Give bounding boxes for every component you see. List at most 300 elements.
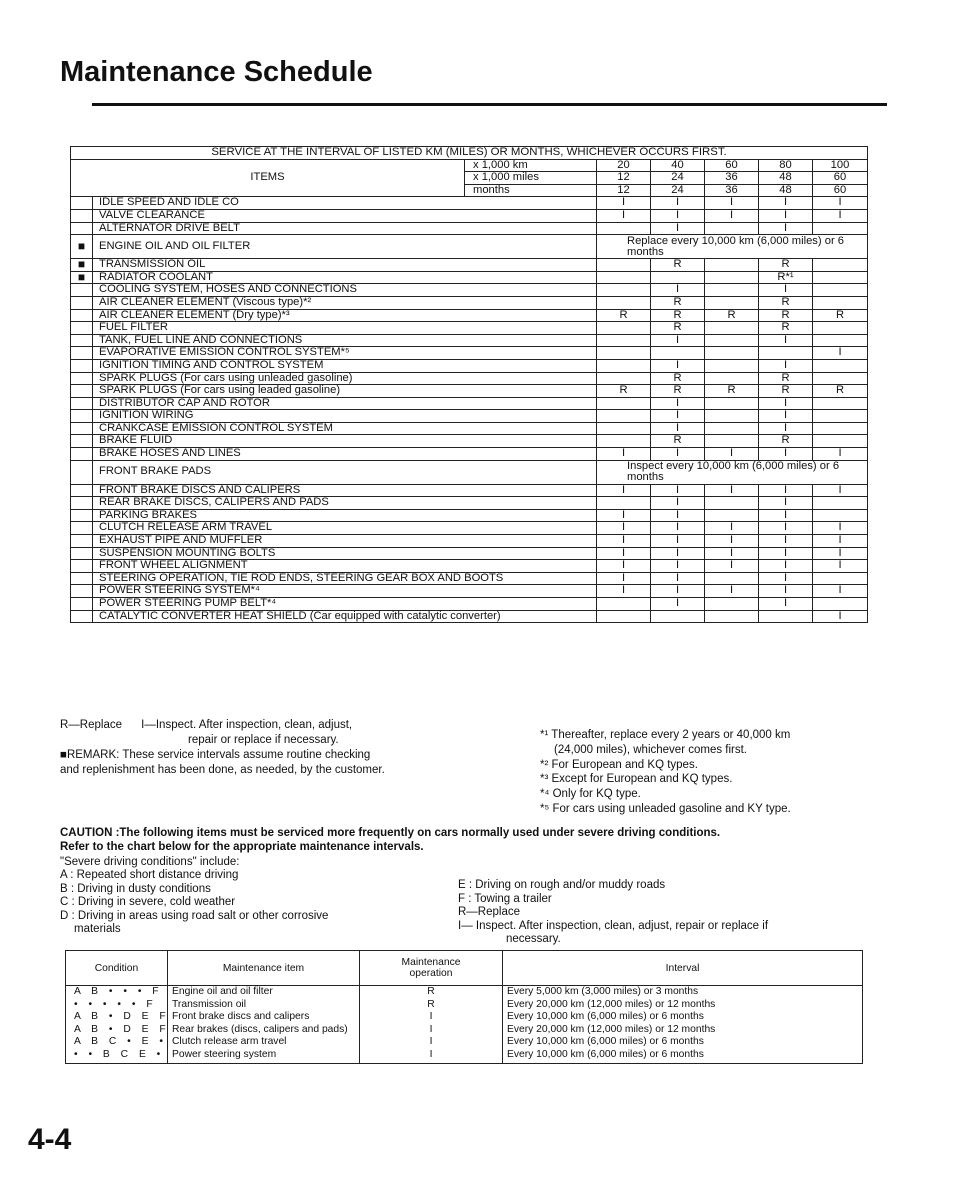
- item-name: FRONT BRAKE PADS: [93, 460, 597, 484]
- severe-conditions-left: [60, 869, 420, 937]
- km-value: 60: [705, 159, 759, 172]
- service-cell: I: [651, 497, 705, 510]
- legend: [60, 718, 510, 778]
- service-cell: R: [597, 309, 651, 322]
- item-name: ENGINE OIL AND OIL FILTER: [93, 235, 597, 259]
- service-cell: I: [759, 359, 813, 372]
- remark-marker: [71, 448, 93, 461]
- item-name: PARKING BRAKES: [93, 509, 597, 522]
- service-cell: R: [705, 309, 759, 322]
- remark-marker: [71, 509, 93, 522]
- service-cell: [705, 410, 759, 423]
- unit-km-label: x 1,000 km: [465, 159, 597, 172]
- remark-marker: [71, 322, 93, 335]
- service-cell: R: [651, 385, 705, 398]
- item-name: TRANSMISSION OIL: [93, 259, 597, 272]
- schedule-row: [71, 359, 868, 372]
- service-cell: R: [759, 385, 813, 398]
- remark-marker: [71, 572, 93, 585]
- item-name: SPARK PLUGS (For cars using leaded gasoline): [93, 385, 597, 398]
- service-cell: R: [651, 322, 705, 335]
- service-cell: [705, 271, 759, 284]
- interval-text: Every 10,000 km (6,000 miles) or 6 months: [503, 1011, 863, 1024]
- item-name: BRAKE FLUID: [93, 435, 597, 448]
- service-cell: [651, 610, 705, 623]
- service-cell: I: [705, 522, 759, 535]
- schedule-row: [71, 522, 868, 535]
- miles-value: 12: [597, 172, 651, 185]
- service-cell: [813, 422, 868, 435]
- item-name: FRONT BRAKE DISCS AND CALIPERS: [93, 484, 597, 497]
- service-cell: [813, 271, 868, 284]
- schedule-row: [71, 535, 868, 548]
- service-cell: [705, 334, 759, 347]
- service-cell: I: [651, 422, 705, 435]
- interval-note: Inspect every 10,000 km (6,000 miles) or 6 months: [597, 460, 868, 484]
- caution-text: [60, 826, 900, 854]
- condition-row: [66, 1049, 863, 1064]
- service-cell: I: [705, 560, 759, 573]
- items-header: ITEMS: [71, 159, 465, 197]
- service-cell: [813, 284, 868, 297]
- unit-months-label: months: [465, 184, 597, 197]
- footnote: *² For European and KQ types.: [540, 758, 698, 771]
- schedule-row: [71, 309, 868, 322]
- maintenance-operation: R: [360, 999, 503, 1012]
- service-cell: R: [759, 435, 813, 448]
- months-value: 48: [759, 184, 813, 197]
- interval-text: Every 5,000 km (3,000 miles) or 3 months: [503, 986, 863, 999]
- months-value: 60: [813, 184, 868, 197]
- interval-text: Every 10,000 km (6,000 miles) or 6 months: [503, 1036, 863, 1049]
- service-cell: R: [759, 259, 813, 272]
- service-cell: [813, 334, 868, 347]
- service-cell: I: [705, 535, 759, 548]
- service-cell: [813, 296, 868, 309]
- km-value: 80: [759, 159, 813, 172]
- km-value: 20: [597, 159, 651, 172]
- item-name: AIR CLEANER ELEMENT (Dry type)*³: [93, 309, 597, 322]
- service-cell: [759, 610, 813, 623]
- service-cell: I: [651, 197, 705, 210]
- service-cell: [597, 259, 651, 272]
- schedule-row: [71, 322, 868, 335]
- miles-value: 24: [651, 172, 705, 185]
- service-cell: [705, 347, 759, 360]
- service-cell: I: [597, 560, 651, 573]
- remark-marker: [71, 460, 93, 484]
- maintenance-item-header: Maintenance item: [168, 951, 360, 986]
- service-cell: [705, 259, 759, 272]
- service-cell: I: [705, 209, 759, 222]
- km-value: 100: [813, 159, 868, 172]
- service-cell: [705, 509, 759, 522]
- schedule-rows: [71, 197, 868, 623]
- service-cell: [705, 322, 759, 335]
- maintenance-item: Clutch release arm travel: [168, 1036, 360, 1049]
- item-name: POWER STEERING PUMP BELT*⁴: [93, 598, 597, 611]
- service-cell: [813, 509, 868, 522]
- remark-marker: [71, 598, 93, 611]
- service-cell: I: [597, 209, 651, 222]
- severe-conditions: [60, 856, 920, 945]
- schedule-row: [71, 410, 868, 423]
- maintenance-operation: I: [360, 1024, 503, 1037]
- remark-marker: [71, 347, 93, 360]
- service-cell: I: [651, 598, 705, 611]
- service-cell: I: [759, 509, 813, 522]
- condition-codes: • • • • • F: [66, 999, 168, 1012]
- schedule-row: [71, 497, 868, 510]
- footnote: *⁴ Only for KQ type.: [540, 788, 641, 801]
- service-cell: [597, 284, 651, 297]
- service-cell: I: [759, 598, 813, 611]
- service-cell: I: [651, 397, 705, 410]
- item-name: SUSPENSION MOUNTING BOLTS: [93, 547, 597, 560]
- remark-marker: [71, 209, 93, 222]
- service-cell: R: [651, 372, 705, 385]
- remark-marker: [71, 410, 93, 423]
- maintenance-item: Power steering system: [168, 1049, 360, 1064]
- service-cell: [705, 359, 759, 372]
- item-name: FUEL FILTER: [93, 322, 597, 335]
- condition-row: [66, 1024, 863, 1037]
- service-cell: I: [813, 585, 868, 598]
- condition-codes: • • B C E •: [66, 1049, 168, 1064]
- maintenance-operation: I: [360, 1011, 503, 1024]
- page-title: Maintenance Schedule: [60, 56, 373, 88]
- service-cell: R: [759, 372, 813, 385]
- service-cell: I: [813, 484, 868, 497]
- schedule-row: [71, 509, 868, 522]
- severe-intro: "Severe driving conditions" include:: [60, 856, 240, 868]
- service-cell: I: [759, 197, 813, 210]
- interval-text: Every 10,000 km (6,000 miles) or 6 months: [503, 1049, 863, 1064]
- service-cell: [597, 397, 651, 410]
- service-cell: I: [813, 522, 868, 535]
- service-cell: I: [651, 222, 705, 235]
- schedule-row: [71, 385, 868, 398]
- service-cell: I: [759, 497, 813, 510]
- service-cell: I: [813, 448, 868, 461]
- remark-marker: [71, 585, 93, 598]
- schedule-row: [71, 271, 868, 284]
- condition-row: [66, 1011, 863, 1024]
- remark-marker: [71, 372, 93, 385]
- item-name: FRONT WHEEL ALIGNMENT: [93, 560, 597, 573]
- service-cell: [705, 372, 759, 385]
- service-cell: I: [759, 547, 813, 560]
- service-cell: R: [651, 259, 705, 272]
- maintenance-operation-header: Maintenance operation: [360, 951, 503, 986]
- remark-marker: [71, 522, 93, 535]
- item-name: ALTERNATOR DRIVE BELT: [93, 222, 597, 235]
- service-cell: I: [597, 572, 651, 585]
- condition-row: [66, 999, 863, 1012]
- service-cell: I: [651, 572, 705, 585]
- remark-marker: [71, 397, 93, 410]
- condition-codes: A B C • E •: [66, 1036, 168, 1049]
- service-cell: R: [759, 296, 813, 309]
- service-cell: [813, 497, 868, 510]
- footnote: *⁵ For cars using unleaded gasoline and KY type.: [540, 802, 791, 815]
- remark-marker: [71, 610, 93, 623]
- item-name: COOLING SYSTEM, HOSES AND CONNECTIONS: [93, 284, 597, 297]
- schedule-row: [71, 435, 868, 448]
- schedule-row: [71, 235, 868, 259]
- interval-text: Every 20,000 km (12,000 miles) or 12 months: [503, 999, 863, 1012]
- service-cell: [813, 397, 868, 410]
- maintenance-operation: I: [360, 1049, 503, 1064]
- service-cell: I: [651, 535, 705, 548]
- service-cell: I: [705, 547, 759, 560]
- service-cell: [597, 296, 651, 309]
- remark-marker: [71, 422, 93, 435]
- service-cell: I: [759, 448, 813, 461]
- service-cell: I: [597, 547, 651, 560]
- remark-line: ■REMARK: These service intervals assume routine checking: [60, 749, 371, 761]
- service-cell: [705, 497, 759, 510]
- service-cell: I: [651, 547, 705, 560]
- service-cell: [705, 572, 759, 585]
- service-cell: I: [759, 572, 813, 585]
- item-name: REAR BRAKE DISCS, CALIPERS AND PADS: [93, 497, 597, 510]
- condition-line: materials: [74, 923, 121, 935]
- schedule-row: [71, 259, 868, 272]
- condition-line: E : Driving on rough and/or muddy roads: [458, 879, 666, 891]
- service-cell: I: [813, 347, 868, 360]
- title-rule: [92, 103, 887, 106]
- remark-marker: [71, 535, 93, 548]
- service-cell: R*¹: [759, 271, 813, 284]
- caution-line: Refer to the chart below for the appropriate maintenance intervals.: [60, 841, 424, 853]
- service-cell: I: [759, 410, 813, 423]
- page-number: 4-4: [28, 1123, 72, 1156]
- condition-row: [66, 1036, 863, 1049]
- months-value: 24: [651, 184, 705, 197]
- condition-line: F : Towing a trailer: [458, 892, 552, 905]
- service-cell: [597, 271, 651, 284]
- service-cell: [813, 435, 868, 448]
- service-cell: I: [651, 410, 705, 423]
- service-cell: I: [651, 284, 705, 297]
- service-cell: I: [651, 448, 705, 461]
- maintenance-operation: I: [360, 1036, 503, 1049]
- condition-line: A : Repeated short distance driving: [60, 869, 239, 881]
- item-name: IDLE SPEED AND IDLE CO: [93, 197, 597, 210]
- service-cell: [813, 572, 868, 585]
- maintenance-item: Rear brakes (discs, calipers and pads): [168, 1024, 360, 1037]
- condition-row: [66, 986, 863, 999]
- caution-line: CAUTION :The following items must be serviced more frequently on cars normally used under severe driving conditions.: [60, 827, 721, 839]
- service-cell: I: [597, 484, 651, 497]
- service-cell: [597, 334, 651, 347]
- service-cell: I: [813, 560, 868, 573]
- service-cell: [813, 222, 868, 235]
- service-cell: I: [813, 547, 868, 560]
- remark-marker: [71, 484, 93, 497]
- schedule-row: [71, 585, 868, 598]
- service-cell: R: [651, 435, 705, 448]
- service-cell: R: [813, 385, 868, 398]
- item-name: CLUTCH RELEASE ARM TRAVEL: [93, 522, 597, 535]
- service-cell: [597, 497, 651, 510]
- maintenance-schedule-table: [70, 146, 868, 623]
- unit-miles-label: x 1,000 miles: [465, 172, 597, 185]
- service-cell: I: [651, 509, 705, 522]
- condition-line: B : Driving in dusty conditions: [60, 882, 211, 895]
- service-cell: I: [759, 522, 813, 535]
- miles-value: 36: [705, 172, 759, 185]
- service-cell: I: [705, 448, 759, 461]
- remark-marker: [71, 309, 93, 322]
- remark-marker: [71, 385, 93, 398]
- remark-marker: [71, 560, 93, 573]
- maintenance-item: Transmission oil: [168, 999, 360, 1012]
- service-cell: I: [597, 535, 651, 548]
- footnote: *³ Except for European and KQ types.: [540, 773, 733, 786]
- condition-line: C : Driving in severe, cold weather: [60, 896, 236, 908]
- footnotes: [540, 728, 900, 817]
- remark-marker: [71, 359, 93, 372]
- service-cell: I: [651, 560, 705, 573]
- service-cell: R: [651, 296, 705, 309]
- service-cell: [813, 598, 868, 611]
- item-name: STEERING OPERATION, TIE ROD ENDS, STEERING GEAR BOX AND BOOTS: [93, 572, 597, 585]
- item-name: CRANKCASE EMISSION CONTROL SYSTEM: [93, 422, 597, 435]
- item-name: DISTRIBUTOR CAP AND ROTOR: [93, 397, 597, 410]
- item-name: IGNITION TIMING AND CONTROL SYSTEM: [93, 359, 597, 372]
- remark-marker: [71, 547, 93, 560]
- service-cell: I: [759, 535, 813, 548]
- service-cell: I: [597, 197, 651, 210]
- service-cell: I: [759, 422, 813, 435]
- severe-conditions-right: [458, 879, 928, 947]
- remark-marker: [71, 435, 93, 448]
- service-cell: [597, 435, 651, 448]
- service-cell: [597, 222, 651, 235]
- remark-line: and replenishment has been done, as needed, by the customer.: [60, 764, 385, 776]
- remark-marker: ■: [71, 235, 93, 259]
- item-name: BRAKE HOSES AND LINES: [93, 448, 597, 461]
- schedule-row: [71, 610, 868, 623]
- months-value: 36: [705, 184, 759, 197]
- service-cell: R: [813, 309, 868, 322]
- maintenance-operation: R: [360, 986, 503, 999]
- schedule-row: [71, 296, 868, 309]
- item-name: IGNITION WIRING: [93, 410, 597, 423]
- schedule-row: [71, 448, 868, 461]
- service-cell: I: [651, 359, 705, 372]
- service-cell: R: [705, 385, 759, 398]
- legend-line: R—Replace I—Inspect. After inspection, clean, adjust,: [60, 719, 353, 731]
- condition-codes: A B • • • F: [66, 986, 168, 999]
- service-cell: I: [759, 397, 813, 410]
- service-cell: I: [597, 448, 651, 461]
- service-cell: R: [597, 385, 651, 398]
- miles-value: 60: [813, 172, 868, 185]
- item-name: EVAPORATIVE EMISSION CONTROL SYSTEM*⁵: [93, 347, 597, 360]
- severe-condition-table: [65, 950, 863, 1064]
- months-value: 12: [597, 184, 651, 197]
- condition-line: necessary.: [506, 933, 561, 945]
- interval-note: Replace every 10,000 km (6,000 miles) or 6 months: [597, 235, 868, 259]
- schedule-row: [71, 572, 868, 585]
- service-cell: [705, 296, 759, 309]
- service-cell: [597, 598, 651, 611]
- service-cell: I: [705, 585, 759, 598]
- maintenance-item: Front brake discs and calipers: [168, 1011, 360, 1024]
- service-cell: I: [705, 484, 759, 497]
- remark-marker: [71, 334, 93, 347]
- service-cell: R: [759, 309, 813, 322]
- service-cell: I: [597, 585, 651, 598]
- interval-header: Interval: [503, 951, 863, 986]
- service-cell: [705, 610, 759, 623]
- service-cell: [597, 610, 651, 623]
- service-cell: [597, 372, 651, 385]
- item-name: CATALYTIC CONVERTER HEAT SHIELD (Car equipped with catalytic converter): [93, 610, 597, 623]
- service-cell: [597, 410, 651, 423]
- schedule-row: [71, 598, 868, 611]
- service-cell: [705, 284, 759, 297]
- service-cell: [705, 598, 759, 611]
- service-cell: [705, 222, 759, 235]
- condition-header: Condition: [66, 951, 168, 986]
- service-cell: I: [651, 334, 705, 347]
- legend-line: repair or replace if necessary.: [188, 734, 339, 746]
- service-cell: I: [813, 535, 868, 548]
- interval-text: Every 20,000 km (12,000 miles) or 12 months: [503, 1024, 863, 1037]
- service-cell: [813, 322, 868, 335]
- condition-codes: A B • D E F: [66, 1011, 168, 1024]
- service-cell: I: [651, 585, 705, 598]
- service-cell: I: [597, 522, 651, 535]
- service-cell: R: [651, 309, 705, 322]
- item-name: RADIATOR COOLANT: [93, 271, 597, 284]
- service-cell: [597, 322, 651, 335]
- remark-marker: [71, 497, 93, 510]
- service-cell: [813, 259, 868, 272]
- item-name: POWER STEERING SYSTEM*⁴: [93, 585, 597, 598]
- schedule-row: [71, 560, 868, 573]
- schedule-row: [71, 197, 868, 210]
- remark-marker: ■: [71, 259, 93, 272]
- service-cell: I: [759, 209, 813, 222]
- service-cell: I: [651, 484, 705, 497]
- schedule-row: [71, 372, 868, 385]
- condition-rows: [66, 986, 863, 1064]
- condition-line: I— Inspect. After inspection, clean, adjust, repair or replace if: [458, 919, 769, 932]
- miles-value: 48: [759, 172, 813, 185]
- service-cell: [651, 347, 705, 360]
- condition-codes: A B • D E F: [66, 1024, 168, 1037]
- schedule-row: [71, 484, 868, 497]
- item-name: SPARK PLUGS (For cars using unleaded gasoline): [93, 372, 597, 385]
- interval-header: SERVICE AT THE INTERVAL OF LISTED KM (MILES) OR MONTHS, WHICHEVER OCCURS FIRST.: [71, 147, 868, 160]
- service-cell: I: [813, 209, 868, 222]
- remark-marker: [71, 284, 93, 297]
- service-cell: [813, 410, 868, 423]
- service-cell: [597, 359, 651, 372]
- remark-marker: [71, 222, 93, 235]
- service-cell: I: [759, 222, 813, 235]
- service-cell: [705, 435, 759, 448]
- remark-marker: [71, 197, 93, 210]
- schedule-row: [71, 422, 868, 435]
- service-cell: I: [759, 585, 813, 598]
- service-cell: I: [705, 197, 759, 210]
